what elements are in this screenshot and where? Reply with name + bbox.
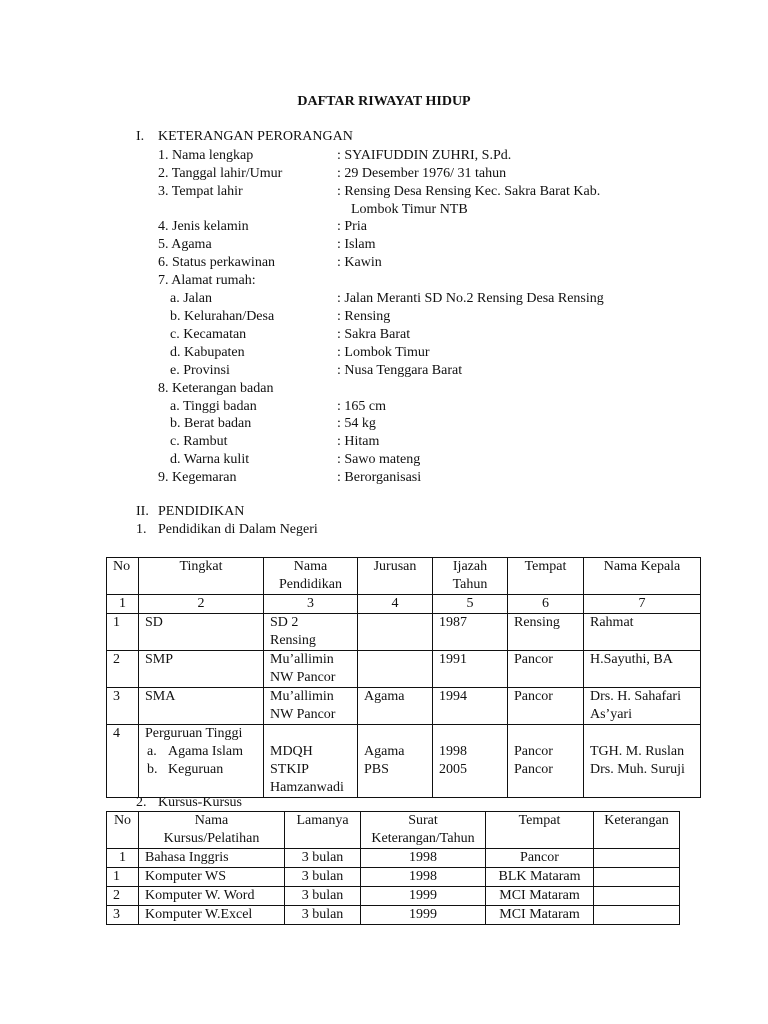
cell-lama: 3 bulan (285, 887, 361, 906)
cell-lama: 3 bulan (285, 906, 361, 925)
cell-kepala: Rahmat (584, 614, 701, 651)
cell-tahun: 1994 (433, 688, 508, 725)
field-label: c. Rambut (170, 434, 228, 449)
column-number: 6 (508, 595, 584, 614)
field-value: : Rensing (337, 309, 391, 324)
table-row (107, 614, 701, 651)
cell-no: 1 (107, 614, 139, 651)
cell-nama (264, 725, 358, 798)
cell-line: Rensing (270, 633, 316, 648)
cell-line: Mu’allimin (270, 652, 334, 667)
cell-tahun: 1991 (433, 651, 508, 688)
table-row (107, 868, 680, 887)
cell-tingkat (139, 725, 264, 798)
cell-tempat: MCI Mataram (486, 906, 594, 925)
header-surat (361, 812, 486, 849)
cell-nama (264, 651, 358, 688)
cell-line: STKIP (270, 762, 309, 777)
cell-nama: Komputer W.Excel (139, 906, 285, 925)
field-value: : Kawin (337, 255, 382, 270)
field-value: : Sakra Barat (337, 327, 411, 342)
field-value: : Jalan Meranti SD No.2 Rensing Desa Rensing (337, 291, 604, 306)
cell-line: TGH. M. Ruslan (590, 744, 685, 759)
cell-line: Mu’allimin (270, 689, 334, 704)
field-row (0, 398, 768, 416)
field-label: 4. Jenis kelamin (158, 219, 249, 234)
cell-lama: 3 bulan (285, 868, 361, 887)
cell-jurusan (358, 725, 433, 798)
field-label: 6. Status perkawinan (158, 255, 276, 270)
cell-keterangan (594, 906, 680, 925)
field-value: : Sawo mateng (337, 452, 421, 467)
table-header-row (107, 558, 701, 595)
field-value: : Berorganisasi (337, 470, 422, 485)
header-ijazah-tahun (433, 558, 508, 595)
field-row (0, 451, 768, 469)
field-value: : SYAIFUDDIN ZUHRI, S.Pd. (337, 148, 512, 163)
field-row (0, 433, 768, 451)
header-line: Kursus/Pelatihan (163, 831, 260, 846)
cell-no: 2 (107, 651, 139, 688)
field-label: 1. Nama lengkap (158, 148, 254, 163)
table-row (107, 849, 680, 868)
cell-tempat (508, 725, 584, 798)
field-row (0, 147, 768, 165)
field-label: e. Provinsi (170, 363, 230, 378)
column-number-row (107, 595, 701, 614)
cell-nama: Komputer W. Word (139, 887, 285, 906)
header-line: Ijazah (452, 559, 488, 574)
header-line: Tahun (452, 577, 488, 592)
cell-tempat: MCI Mataram (486, 887, 594, 906)
header-nama-pendidikan (264, 558, 358, 595)
field-label: a. Jalan (170, 291, 212, 306)
field-row-continuation (0, 201, 768, 219)
cell-line: Agama Islam (168, 744, 244, 759)
cell-kepala: H.Sayuthi, BA (584, 651, 701, 688)
field-row (0, 290, 768, 308)
header-nama-kepala: Nama Kepala (584, 558, 701, 595)
table-row (107, 906, 680, 925)
field-value: : 165 cm (337, 399, 386, 414)
cell-line: Keguruan (168, 762, 224, 777)
header-line: Pendidikan (279, 577, 342, 592)
cell-tempat: Pancor (508, 688, 584, 725)
field-row (0, 272, 768, 290)
table-row (107, 651, 701, 688)
cell-no: 1 (107, 849, 139, 868)
cell-line: SD 2 (270, 615, 299, 630)
field-value-continuation: Lombok Timur NTB (351, 202, 468, 217)
field-row (0, 326, 768, 344)
subsection-1-heading (136, 521, 318, 539)
header-no: No (107, 812, 139, 849)
section-2-heading (136, 503, 244, 521)
cell-tempat: Rensing (508, 614, 584, 651)
section-1-title: KETERANGAN PERORANGAN (158, 129, 353, 144)
cell-line: Agama (364, 744, 405, 759)
field-row (0, 415, 768, 433)
cell-lama: 3 bulan (285, 849, 361, 868)
cell-line: Hamzanwadi (270, 780, 344, 795)
table-row (107, 887, 680, 906)
cell-no: 4 (107, 725, 139, 798)
cell-line: MDQH (270, 744, 313, 759)
cell-line: PBS (364, 762, 389, 777)
field-row (0, 469, 768, 487)
document-title: DAFTAR RIWAYAT HIDUP (297, 94, 471, 109)
cell-nama (264, 688, 358, 725)
field-value: : Rensing Desa Rensing Kec. Sakra Barat Kab. (337, 184, 601, 199)
column-number: 5 (433, 595, 508, 614)
cell-line: Pancor (514, 762, 553, 777)
cell-keterangan (594, 868, 680, 887)
cell-line: Drs. H. Sahafari (590, 689, 681, 704)
table-header-row (107, 812, 680, 849)
field-row (0, 254, 768, 272)
cell-no: 1 (107, 868, 139, 887)
cell-kepala (584, 688, 701, 725)
section-1-heading (136, 128, 353, 146)
subsection-2-title: Kursus-Kursus (158, 795, 242, 810)
cell-tingkat: SMA (139, 688, 264, 725)
cell-tahun: 1999 (361, 906, 486, 925)
field-label: d. Kabupaten (170, 345, 245, 360)
field-row (0, 308, 768, 326)
cell-tahun: 1998 (361, 868, 486, 887)
sub-letter: a. (147, 744, 157, 759)
field-row (0, 362, 768, 380)
section-2-number: II. (136, 504, 149, 519)
subsection-2-heading (136, 794, 242, 812)
cell-no: 2 (107, 887, 139, 906)
cell-line: NW Pancor (270, 707, 336, 722)
cell-no: 3 (107, 688, 139, 725)
field-label: 9. Kegemaran (158, 470, 237, 485)
sub-letter: b. (147, 762, 158, 777)
header-line: Nama (293, 559, 328, 574)
field-label: 5. Agama (158, 237, 212, 252)
cell-tingkat: SD (139, 614, 264, 651)
field-label: b. Berat badan (170, 416, 252, 431)
cell-line: 1998 (439, 744, 467, 759)
cell-line: Drs. Muh. Suruji (590, 762, 685, 777)
cell-kepala (584, 725, 701, 798)
header-no: No (107, 558, 139, 595)
cell-nama: Bahasa Inggris (139, 849, 285, 868)
header-keterangan: Keterangan (594, 812, 680, 849)
cell-tahun: 1999 (361, 887, 486, 906)
field-row (0, 380, 768, 398)
cell-tahun: 1998 (361, 849, 486, 868)
cell-tahun: 1987 (433, 614, 508, 651)
column-number: 4 (358, 595, 433, 614)
cell-keterangan (594, 887, 680, 906)
field-value: : Lombok Timur (337, 345, 430, 360)
field-label: 8. Keterangan badan (158, 381, 274, 396)
field-label: d. Warna kulit (170, 452, 250, 467)
header-tingkat: Tingkat (139, 558, 264, 595)
cell-jurusan: Agama (358, 688, 433, 725)
header-jurusan: Jurusan (358, 558, 433, 595)
cell-tempat: Pancor (508, 651, 584, 688)
cell-line: Perguruan Tinggi (145, 726, 243, 741)
field-value: : 54 kg (337, 416, 376, 431)
field-value: : Nusa Tenggara Barat (337, 363, 463, 378)
field-row (0, 236, 768, 254)
header-tempat: Tempat (486, 812, 594, 849)
field-value: : 29 Desember 1976/ 31 tahun (337, 166, 507, 181)
column-number: 7 (584, 595, 701, 614)
cell-jurusan (358, 651, 433, 688)
table-row (107, 688, 701, 725)
cell-jurusan (358, 614, 433, 651)
header-tempat: Tempat (508, 558, 584, 595)
field-value: : Islam (337, 237, 376, 252)
field-label: 2. Tanggal lahir/Umur (158, 166, 283, 181)
field-label: a. Tinggi badan (170, 399, 257, 414)
education-table (106, 557, 701, 798)
field-row (0, 218, 768, 236)
section-2-title: PENDIDIKAN (158, 504, 245, 519)
cell-tempat: Pancor (486, 849, 594, 868)
subsection-1-number: 1. (136, 522, 147, 537)
field-value: : Hitam (337, 434, 380, 449)
subsection-2-number: 2. (136, 795, 147, 810)
field-row (0, 344, 768, 362)
cell-keterangan (594, 849, 680, 868)
header-nama-kursus (139, 812, 285, 849)
cell-tingkat: SMP (139, 651, 264, 688)
subsection-1-title: Pendidikan di Dalam Negeri (158, 522, 318, 537)
column-number: 2 (139, 595, 264, 614)
cell-line: Pancor (514, 744, 553, 759)
field-label: b. Kelurahan/Desa (170, 309, 275, 324)
column-number: 1 (107, 595, 139, 614)
courses-table (106, 811, 680, 925)
header-line: Surat (408, 813, 438, 828)
field-label: 3. Tempat lahir (158, 184, 243, 199)
header-lamanya: Lamanya (285, 812, 361, 849)
cell-nama (264, 614, 358, 651)
cell-tahun (433, 725, 508, 798)
cell-line: NW Pancor (270, 670, 336, 685)
header-line: Keterangan/Tahun (371, 831, 475, 846)
column-number: 3 (264, 595, 358, 614)
field-value: : Pria (337, 219, 367, 234)
field-label: c. Kecamatan (170, 327, 247, 342)
field-row (0, 183, 768, 201)
cell-line: As’yari (590, 707, 632, 722)
table-row-perguruan-tinggi (107, 725, 701, 798)
cell-no: 3 (107, 906, 139, 925)
field-row (0, 165, 768, 183)
cell-tempat: BLK Mataram (486, 868, 594, 887)
cell-nama: Komputer WS (139, 868, 285, 887)
header-line: Nama (194, 813, 229, 828)
section-1-number: I. (136, 129, 145, 144)
field-label: 7. Alamat rumah: (158, 273, 256, 288)
cell-line: 2005 (439, 762, 467, 777)
